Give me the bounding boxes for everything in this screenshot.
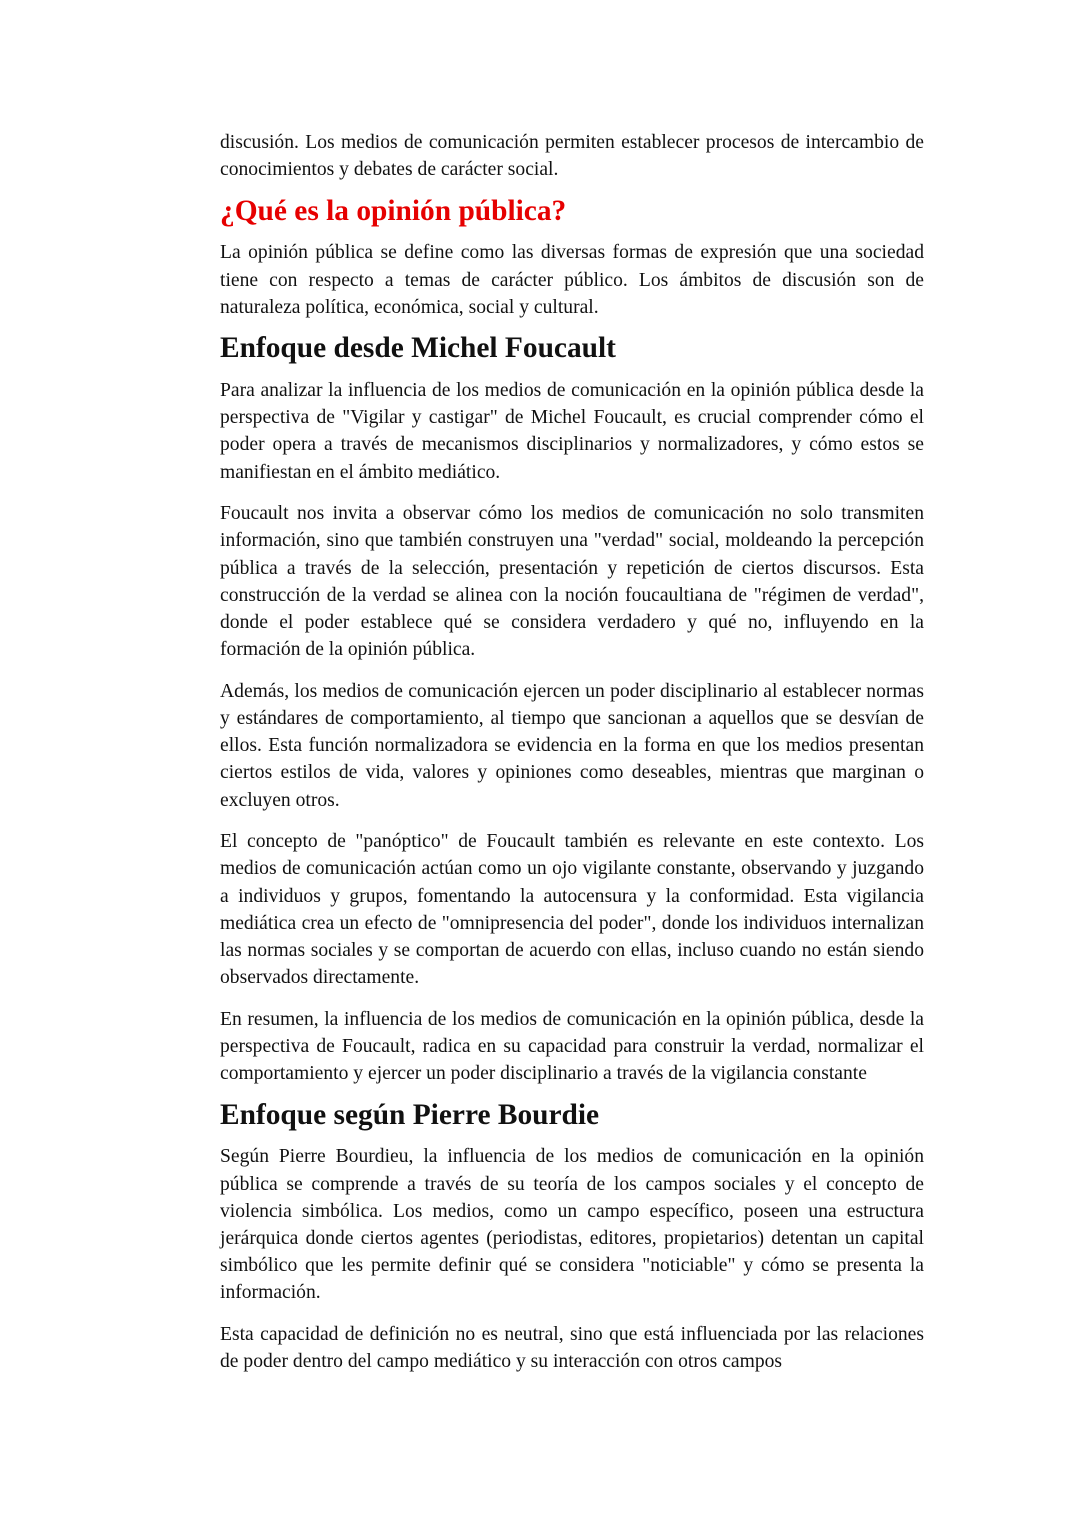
- paragraph-opinion-publica-definition: La opinión pública se define como las diversas formas de expresión que una sociedad tiene con respecto a temas de carácter público. Los ámbitos de discusión son de naturaleza política, económica, social y cultural.: [220, 242, 924, 318]
- heading-que-es-opinion-publica: ¿Qué es la opinión pública?: [220, 194, 567, 227]
- heading-enfoque-foucault: Enfoque desde Michel Foucault: [220, 332, 616, 365]
- paragraph-foucault-panoptico: El concepto de "panóptico" de Foucault también es relevante en este contexto. Los medios de comunicación actúan como un ojo vigilante constante, observando y juzgando a individuos y grupos, fomentando la autocensura y la conformidad. Esta vigilancia mediática crea un efecto de "omnipresencia del poder", donde los individuos internalizan las normas sociales y se comportan de acuerdo con ellas, incluso cuando no están siendo observados directamente.: [220, 831, 924, 989]
- paragraph-foucault-resumen: En resumen, la influencia de los medios de comunicación en la opinión pública, desde la perspectiva de Foucault, radica en su capacidad para construir la verdad, normalizar el comportamiento y ejercer un poder disciplinario a través de la vigilancia constante: [220, 1008, 924, 1085]
- paragraph-foucault-disciplinario: Además, los medios de comunicación ejercen un poder disciplinario al establecer normas y estándares de comportamiento, al tiempo que sancionan a aquellos que se desvían de ellos. Esta función normalizadora se evidencia en la forma en que los medios presentan ciertos estilos de vida, valores y opiniones como deseables, mientras que marginan o excluyen otros.: [220, 680, 924, 811]
- heading-enfoque-bourdieu: Enfoque según Pierre Bourdie: [220, 1098, 600, 1131]
- paragraph-foucault-intro: Para analizar la influencia de los medios de comunicación en la opinión pública desde la perspectiva de "Vigilar y castigar" de Michel Foucault, es crucial comprender cómo el poder opera a través de mecanismos disciplinarios y normalizadores, y cómo estos se manifiestan en el ámbito mediático.: [220, 379, 924, 483]
- document-page: [220, 129, 924, 1390]
- paragraph-foucault-verdad: Foucault nos invita a observar cómo los medios de comunicación no solo transmiten información, sino que también construyen una "verdad" social, moldeando la percepción pública a través de la selección, presentación y repetición de ciertos discursos. Esta construcción de la verdad se alinea con la noción foucaultiana de "régimen de verdad", donde el poder establece qué se considera verdadero y qué no, influyendo en la formación de la opinión pública.: [220, 503, 924, 661]
- paragraph-bourdieu-campos: Según Pierre Bourdieu, la influencia de los medios de comunicación en la opinión pública se comprende a través de su teoría de los campos sociales y el concepto de violencia simbólica. Los medios, como un campo específico, poseen una estructura jerárquica donde ciertos agentes (periodistas, editores, propietarios) detentan un capital simbólico que les permite definir qué se considera "noticiable" y cómo se presenta la información.: [220, 1146, 924, 1304]
- paragraph-discussion-continuation: discusión. Los medios de comunicación permiten establecer procesos de intercambio de conocimientos y debates de carácter social.: [220, 132, 924, 181]
- paragraph-bourdieu-definicion: Esta capacidad de definición no es neutral, sino que está influenciada por las relaciones de poder dentro del campo mediático y su interacción con otros campos: [220, 1324, 924, 1373]
